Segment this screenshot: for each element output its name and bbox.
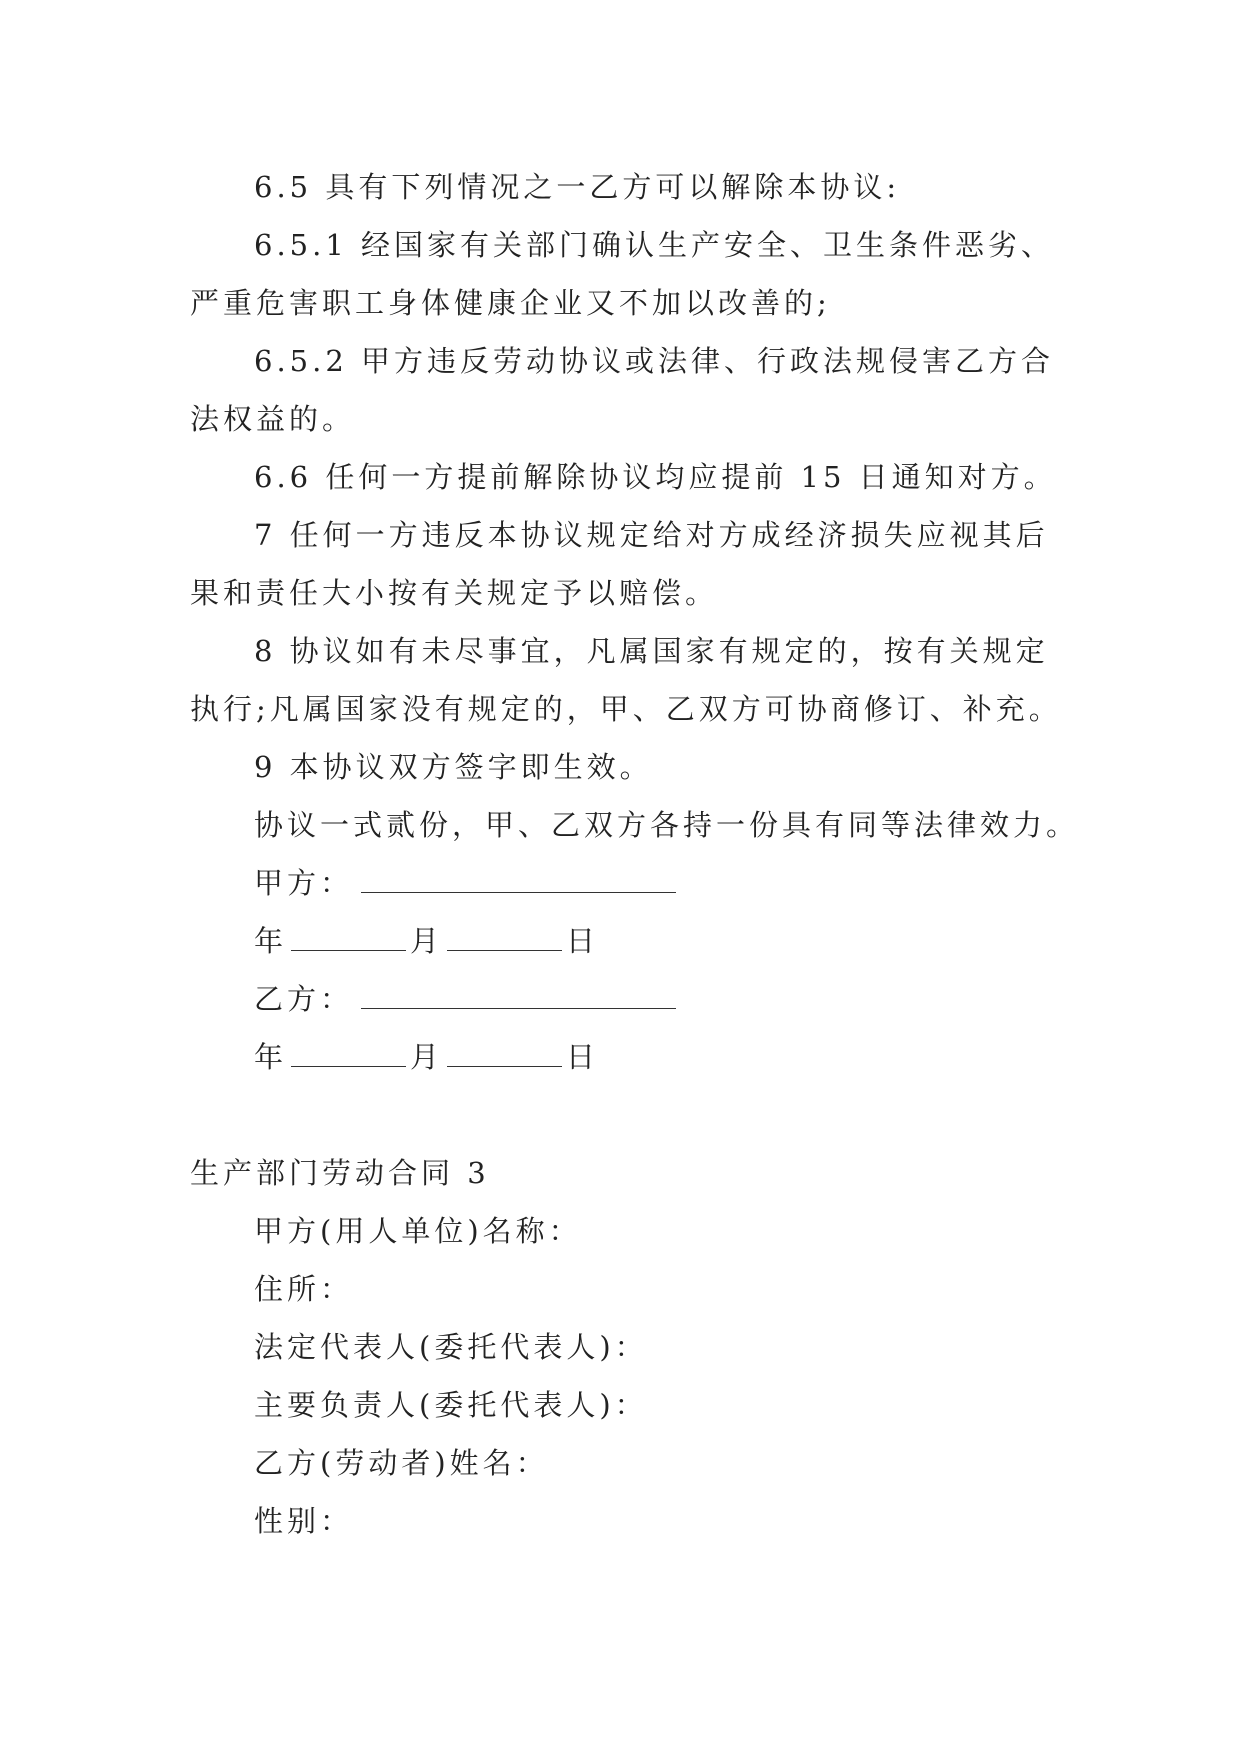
clause-7-line2: 果和责任大小按有关规定予以赔偿。 xyxy=(190,576,719,610)
year-label: 年 xyxy=(254,1040,288,1074)
field-legal-representative: 法定代表人(委托代表人)： xyxy=(254,1330,648,1364)
year-blank xyxy=(291,928,406,951)
party-a-signature-row xyxy=(254,863,676,903)
year-label: 年 xyxy=(254,924,288,958)
day-label: 日 xyxy=(566,924,600,958)
party-b-date-row xyxy=(254,1037,599,1077)
month-label: 月 xyxy=(410,924,444,958)
party-b-label: 乙方： xyxy=(254,982,354,1016)
clause-6-6: 6.6 任何一方提前解除协议均应提前 15 日通知对方。 xyxy=(254,460,1057,494)
month-blank xyxy=(447,928,562,951)
clause-7-line1: 7 任何一方违反本协议规定给对方成经济损失应视其后 xyxy=(254,518,1049,552)
field-principal-person: 主要负责人(委托代表人)： xyxy=(254,1388,648,1422)
field-address: 住所： xyxy=(254,1272,354,1306)
section-title: 生产部门劳动合同 3 xyxy=(190,1156,490,1190)
copies-clause: 协议一式贰份，甲、乙双方各持一份具有同等法律效力。 xyxy=(254,808,1080,842)
clause-8-line1: 8 协议如有未尽事宜，凡属国家有规定的，按有关规定 xyxy=(254,634,1049,668)
clause-6-5: 6.5 具有下列情况之一乙方可以解除本协议: xyxy=(254,170,901,204)
clause-6-5-2-line2: 法权益的。 xyxy=(190,402,356,436)
party-a-date-row xyxy=(254,921,599,961)
clause-6-5-1-line2: 严重危害职工身体健康企业又不加以改善的; xyxy=(190,286,831,320)
clause-6-5-1-line1: 6.5.1 经国家有关部门确认生产安全、卫生条件恶劣、 xyxy=(254,228,1055,262)
party-a-signature-blank xyxy=(361,870,676,893)
party-b-signature-blank xyxy=(361,986,676,1009)
day-label: 日 xyxy=(566,1040,600,1074)
month-blank xyxy=(447,1044,562,1067)
clause-8-line2: 执行;凡属国家没有规定的，甲、乙双方可协商修订、补充。 xyxy=(190,692,1062,726)
clause-9: 9 本协议双方签字即生效。 xyxy=(254,750,653,784)
year-blank xyxy=(291,1044,406,1067)
month-label: 月 xyxy=(410,1040,444,1074)
field-employee-name: 乙方(劳动者)姓名： xyxy=(254,1446,549,1480)
clause-6-5-2-line1: 6.5.2 甲方违反劳动协议或法律、行政法规侵害乙方合 xyxy=(254,344,1055,378)
party-b-signature-row xyxy=(254,979,676,1019)
field-gender: 性别： xyxy=(254,1504,354,1538)
party-a-label: 甲方： xyxy=(254,866,354,900)
field-employer-name: 甲方(用人单位)名称： xyxy=(254,1214,582,1248)
